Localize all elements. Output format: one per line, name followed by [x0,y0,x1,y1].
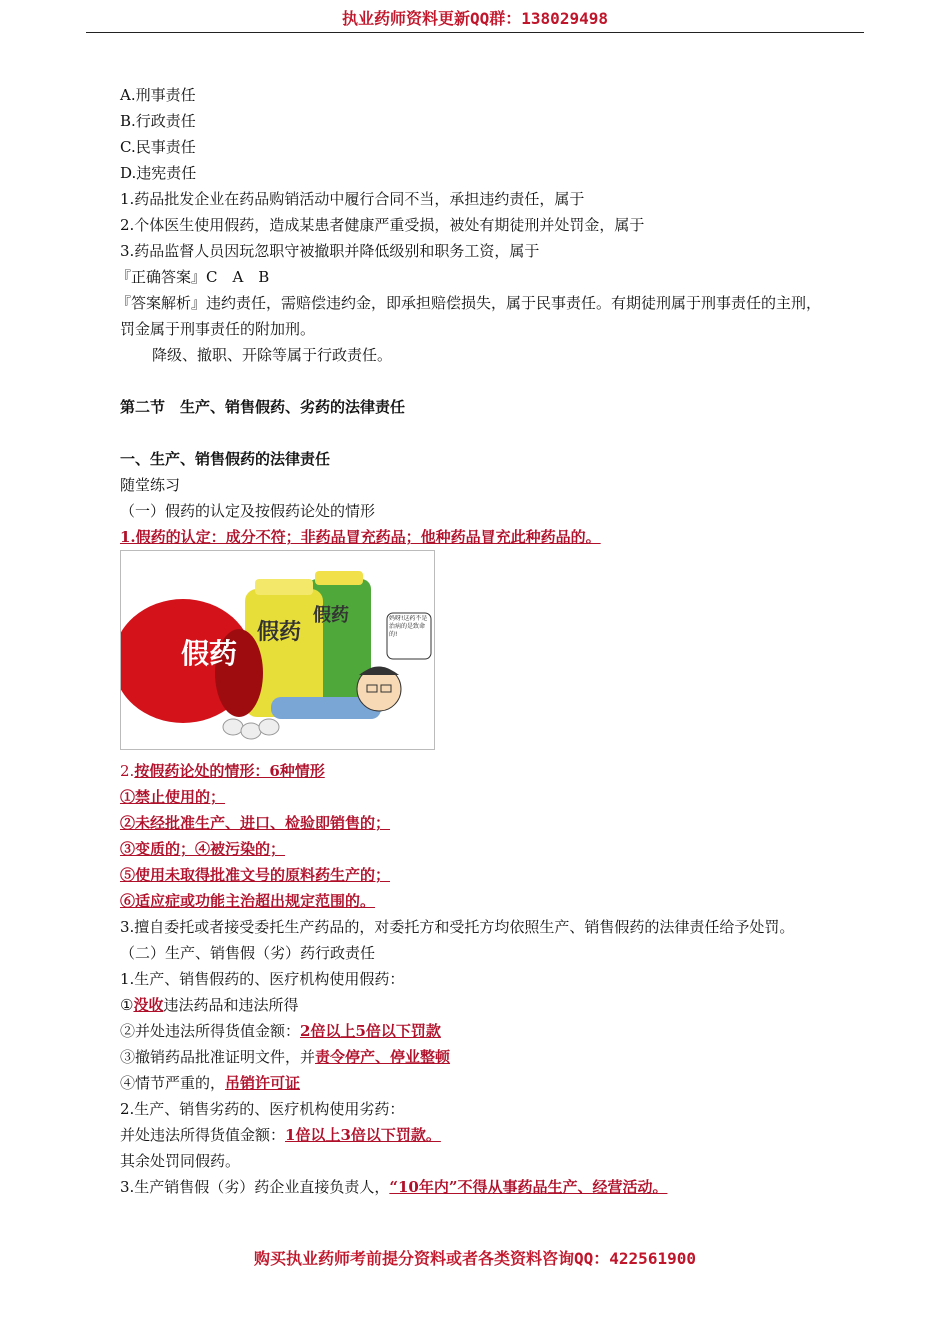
fake-penalty-3-text: ③撤销药品批准证明文件，并 [120,1048,316,1066]
option-c: C.民事责任 [120,138,196,156]
fake-penalty-1 [120,996,298,1014]
fake-penalty-1-rest: 违法药品和违法所得 [163,996,299,1014]
question-1: 1.药品批发企业在药品购销活动中履行合同不当，承担违约责任，属于 [120,190,585,208]
cases-heading [120,762,325,780]
cases-title: 按假药论处的情形：6种情形 [134,762,325,780]
speech-bubble-text: 妈呀!这药不是治病的是致命的! [389,615,428,638]
jar-label-red: 假药 [181,637,238,670]
fake-penalty-3 [120,1048,450,1066]
fake-penalty-2-key: 2倍以上5倍以下罚款 [300,1022,441,1040]
entrust-rule: 3.擅自委托或者接受委托生产药品的，对委托方和受托方均依照生产、销售假药的法律责任给予处罚。 [120,918,795,936]
fake-drug-definition: 1.假药的认定：成分不符；非药品冒充药品；他种药品冒充此种药品的。 [120,528,601,546]
question-3: 3.药品监督人员因玩忽职守被撤职并降低级别和职务工资，属于 [120,242,540,260]
option-d: D.违宪责任 [120,164,197,182]
fake-penalty-title: 1.生产、销售假药的、医疗机构使用假药： [120,970,405,988]
inferior-penalty-key: 1倍以上3倍以下罚款。 [285,1126,441,1144]
jar-label-yellow: 假药 [257,620,302,645]
case-3-4: ③变质的；④被污染的； [120,840,286,858]
inferior-penalty-title: 2.生产、销售劣药的、医疗机构使用劣药： [120,1100,405,1118]
responsible-person-key: “10年内”不得从事药品生产、经营活动。 [389,1178,668,1196]
case-6: ⑥适应症或功能主治超出规定范围的。 [120,892,376,910]
cases-prefix: 2. [120,762,135,780]
correct-answer: 『正确答案』C A B [116,268,270,286]
question-2: 2.个体医生使用假药，造成某患者健康严重受损，被处有期徒刑并处罚金，属于 [120,216,645,234]
fake-penalty-1-num: ① [120,996,134,1014]
responsible-person-text: 3.生产销售假（劣）药企业直接负责人， [120,1178,390,1196]
fake-penalty-4 [120,1074,300,1092]
fake-penalty-4-text: ④情节严重的， [120,1074,226,1092]
responsible-person-rule [120,1178,667,1196]
analysis-line-3: 降级、撤职、开除等属于行政责任。 [152,346,393,364]
page-footer: 购买执业药师考前提分资料或者各类资料咨询QQ：422561900 [254,1249,696,1268]
part-1-heading: （一）假药的认定及按假药论处的情形 [120,502,376,520]
option-a: A.刑事责任 [120,86,196,104]
case-1: ①禁止使用的； [120,788,226,806]
case-2: ②未经批准生产、进口、检验即销售的； [120,814,391,832]
part-2-heading: （二）生产、销售假（劣）药行政责任 [120,944,376,962]
inferior-penalty-rest: 其余处罚同假药。 [120,1152,241,1170]
jar-label-green: 假药 [313,605,349,626]
fake-penalty-2-text: ②并处违法所得货值金额： [120,1022,301,1040]
fake-penalty-1-key: 没收 [133,996,164,1014]
analysis-line-2: 罚金属于刑事责任的附加刑。 [120,320,316,338]
practice-label: 随堂练习 [120,476,181,494]
inferior-penalty-text: 并处违法所得货值金额： [120,1126,286,1144]
option-b: B.行政责任 [120,112,196,130]
fake-drug-illustration [120,550,435,750]
analysis-line-1: 『答案解析』违约责任，需赔偿违约金，即承担赔偿损失，属于民事责任。有期徒刑属于刑事责任的主刑， [116,294,822,312]
case-5: ⑤使用未取得批准文号的原料药生产的； [120,866,391,884]
fake-penalty-4-key: 吊销许可证 [225,1074,301,1092]
subsection-title: 一、生产、销售假药的法律责任 [120,450,331,468]
fake-penalty-2 [120,1022,441,1040]
page-header: 执业药师资料更新QQ群：138029498 [86,8,864,33]
fake-penalty-3-key: 责令停产、停业整顿 [315,1048,451,1066]
section-title: 第二节 生产、销售假药、劣药的法律责任 [120,398,406,416]
inferior-penalty-fine [120,1126,441,1144]
